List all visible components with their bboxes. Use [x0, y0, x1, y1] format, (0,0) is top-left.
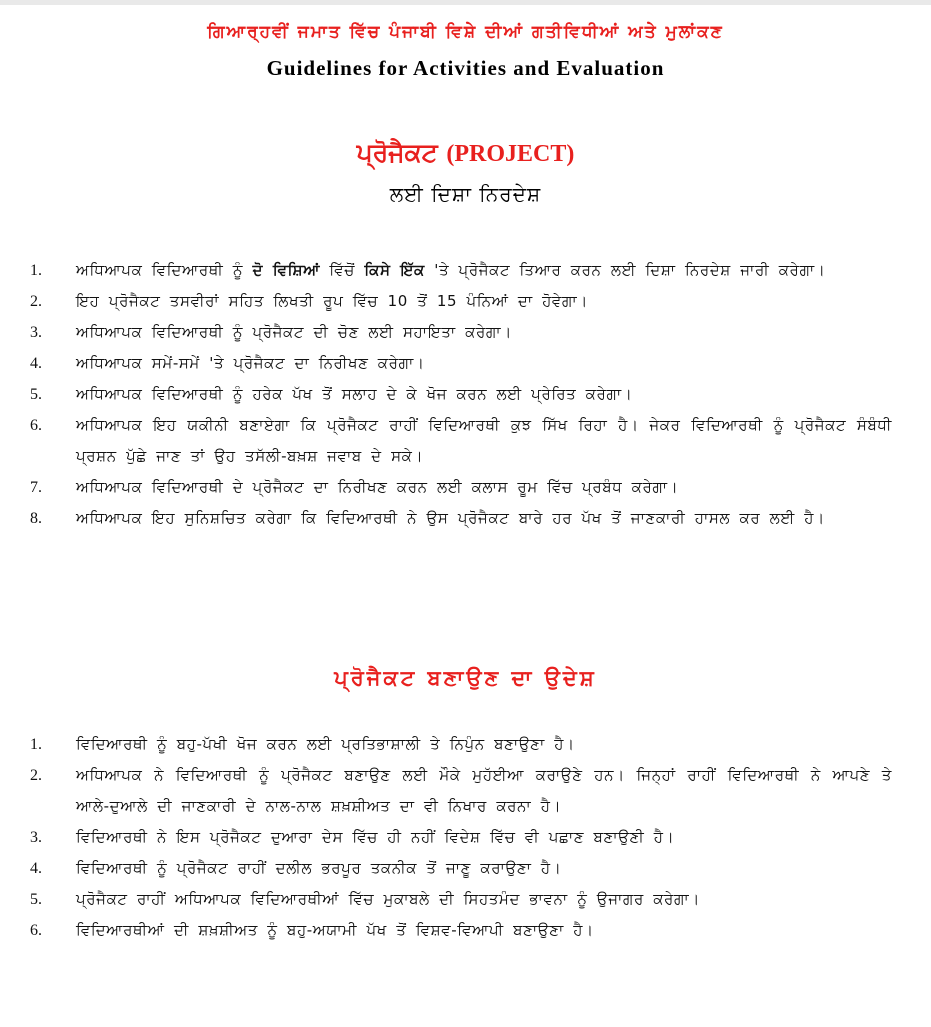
- project-subtitle: ਲਈ ਦਿਸ਼ਾ ਨਿਰਦੇਸ਼: [389, 182, 542, 206]
- item-text: ਅਧਿਆਪਕ ਵਿਦਿਆਰਥੀ ਦੇ ਪ੍ਰੋਜੈਕਟ ਦਾ ਨਿਰੀਖਣ ਕਰਨ ਲਈ ਕਲਾਸ ਰੂਮ ਵਿੱਚ ਪ੍ਰਬੰਧ ਕਰੇਗਾ।: [76, 478, 679, 496]
- item-text: ਅਧਿਆਪਕ ਇਹ ਸੁਨਿਸ਼ਚਿਤ ਕਰੇਗਾ ਕਿ ਵਿਦਿਆਰਥੀ ਨੇ ਉਸ ਪ੍ਰੋਜੈਕਟ ਬਾਰੇ ਹਰ ਪੱਖ ਤੋਂ ਜਾਣਕਾਰੀ ਹਾਸਲ ਕਰ ਲਈ ਹੈ।: [76, 509, 825, 527]
- item-text: ਵਿਦਿਆਰਥੀ ਨੂੰ ਬਹੁ-ਪੱਖੀ ਖੋਜ ਕਰਨ ਲਈ ਪ੍ਰਤਿਭਾਸ਼ਾਲੀ ਤੇ ਨਿਪੁੰਨ ਬਣਾਉਣਾ ਹੈ।: [76, 735, 575, 753]
- list-item: [30, 472, 892, 503]
- guidelines-list: [30, 255, 892, 534]
- item-number: 4.: [30, 355, 42, 372]
- list-item: [30, 255, 892, 286]
- item-text: ਅਧਿਆਪਕ ਵਿਦਿਆਰਥੀ ਨੂੰ ਦੋ ਵਿਸ਼ਿਆਂ ਵਿੱਚੋਂ ਕਿਸੇ ਇੱਕ 'ਤੇ ਪ੍ਰੋਜੈਕਟ ਤਿਆਰ ਕਰਨ ਲਈ ਦਿਸ਼ਾ ਨਿਰਦੇਸ਼ ਜਾਰੀ ਕਰੇਗਾ।: [76, 261, 826, 279]
- item-number: 8.: [30, 510, 42, 527]
- list-item: [30, 503, 892, 534]
- item-text: ਵਿਦਿਆਰਥੀ ਨੂੰ ਪ੍ਰੋਜੈਕਟ ਰਾਹੀਂ ਦਲੀਲ ਭਰਪੂਰ ਤਕਨੀਕ ਤੋਂ ਜਾਣੂ ਕਰਾਉਣਾ ਹੈ।: [76, 859, 562, 877]
- item-number: 3.: [30, 829, 42, 846]
- list-item: [30, 317, 892, 348]
- list-item: [30, 410, 892, 472]
- item-text: ਅਧਿਆਪਕ ਵਿਦਿਆਰਥੀ ਨੂੰ ਹਰੇਕ ਪੱਖ ਤੋਂ ਸਲਾਹ ਦੇ ਕੇ ਖੋਜ ਕਰਨ ਲਈ ਪ੍ਰੇਰਿਤ ਕਰੇਗਾ।: [76, 385, 633, 403]
- list-item: [30, 760, 892, 822]
- bold-phrase: ਕਿਸੇ ਇੱਕ: [364, 261, 425, 279]
- item-text: ਅਧਿਆਪਕ ਵਿਦਿਆਰਥੀ ਨੂੰ ਪ੍ਰੋਜੈਕਟ ਦੀ ਚੋਣ ਲਈ ਸਹਾਇਤਾ ਕਰੇਗਾ।: [76, 323, 512, 341]
- item-number: 3.: [30, 324, 42, 341]
- list-item: [30, 915, 892, 946]
- project-title: [0, 138, 931, 168]
- item-number: 4.: [30, 860, 42, 877]
- item-number: 7.: [30, 479, 42, 496]
- project-title-english: (PROJECT): [446, 141, 575, 167]
- item-text: ਅਧਿਆਪਕ ਨੇ ਵਿਦਿਆਰਥੀ ਨੂੰ ਪ੍ਰੋਜੈਕਟ ਬਣਾਉਣ ਲਈ ਮੌਕੇ ਮੁਹੱਈਆ ਕਰਾਉਣੇ ਹਨ। ਜਿਨ੍ਹਾਂ ਰਾਹੀਂ ਵਿਦਿਆਰਥੀ ਨੇ ਆਪਣੇ ਤੇ ਆਲੇ-ਦੁਆਲੇ ਦੀ ਜਾਣਕਾਰੀ ਦੇ ਨਾਲ-ਨਾਲ ਸ਼ਖ਼ਸ਼ੀਅਤ ਦਾ ਵੀ ਨਿਖਾਰ ਕਰਨਾ ਹੈ।: [76, 766, 892, 815]
- item-number: 1.: [30, 736, 42, 753]
- list-item: [30, 286, 892, 317]
- item-number: 6.: [30, 417, 42, 434]
- item-number: 2.: [30, 293, 42, 310]
- item-text: ਅਧਿਆਪਕ ਇਹ ਯਕੀਨੀ ਬਣਾਏਗਾ ਕਿ ਪ੍ਰੋਜੈਕਟ ਰਾਹੀਂ ਵਿਦਿਆਰਥੀ ਕੁਝ ਸਿੱਖ ਰਿਹਾ ਹੈ। ਜੇਕਰ ਵਿਦਿਆਰਥੀ ਨੂੰ ਪ੍ਰੋਜੈਕਟ ਸੰਬੰਧੀ ਪ੍ਰਸ਼ਨ ਪੁੱਛੇ ਜਾਣ ਤਾਂ ਉਹ ਤਸੱਲੀ-ਬਖ਼ਸ਼ ਜਵਾਬ ਦੇ ਸਕੇ।: [76, 416, 892, 465]
- item-number: 1.: [30, 262, 42, 279]
- list-item: [30, 822, 892, 853]
- list-item: [30, 729, 892, 760]
- list-item: [30, 379, 892, 410]
- item-text: ਪ੍ਰੋਜੈਕਟ ਰਾਹੀਂ ਅਧਿਆਪਕ ਵਿਦਿਆਰਥੀਆਂ ਵਿੱਚ ਮੁਕਾਬਲੇ ਦੀ ਸਿਹਤਮੰਦ ਭਾਵਨਾ ਨੂੰ ਉਜਾਗਰ ਕਰੇਗਾ।: [76, 890, 701, 908]
- objectives-heading: ਪ੍ਰੋਜੈਕਟ ਬਣਾਉਣ ਦਾ ਉਦੇਸ਼: [334, 666, 597, 690]
- page-top-band: [0, 0, 931, 5]
- list-item: [30, 884, 892, 915]
- item-text: ਇਹ ਪ੍ਰੋਜੈਕਟ ਤਸਵੀਰਾਂ ਸਹਿਤ ਲਿਖਤੀ ਰੂਪ ਵਿੱਚ 10 ਤੋਂ 15 ਪੰਨਿਆਂ ਦਾ ਹੋਵੇਗਾ।: [76, 292, 588, 310]
- item-text: ਅਧਿਆਪਕ ਸਮੇਂ-ਸਮੇਂ 'ਤੇ ਪ੍ਰੋਜੈਕਟ ਦਾ ਨਿਰੀਖਣ ਕਰੇਗਾ।: [76, 354, 425, 372]
- item-number: 5.: [30, 891, 42, 908]
- punjabi-page-title: ਗਿਆਰ੍ਹਵੀਂ ਜਮਾਤ ਵਿੱਚ ਪੰਜਾਬੀ ਵਿਸ਼ੇ ਦੀਆਂ ਗਤੀਵਿਧੀਆਂ ਅਤੇ ਮੁਲਾਂਕਣ: [207, 22, 724, 42]
- project-title-punjabi: ਪ੍ਰੋਜੈਕਟ: [356, 138, 438, 167]
- bold-phrase: ਦੋ ਵਿਸ਼ਿਆਂ: [252, 261, 321, 279]
- english-page-title: Guidelines for Activities and Evaluation: [266, 56, 665, 80]
- item-text: ਵਿਦਿਆਰਥੀਆਂ ਦੀ ਸ਼ਖ਼ਸ਼ੀਅਤ ਨੂੰ ਬਹੁ-ਅਯਾਮੀ ਪੱਖ ਤੋਂ ਵਿਸ਼ਵ-ਵਿਆਪੀ ਬਣਾਉਣਾ ਹੈ।: [76, 921, 594, 939]
- list-item: [30, 348, 892, 379]
- item-number: 2.: [30, 767, 42, 784]
- list-item: [30, 853, 892, 884]
- objectives-list: [30, 729, 892, 946]
- item-text: ਵਿਦਿਆਰਥੀ ਨੇ ਇਸ ਪ੍ਰੋਜੈਕਟ ਦੁਆਰਾ ਦੇਸ ਵਿੱਚ ਹੀ ਨਹੀਂ ਵਿਦੇਸ਼ ਵਿੱਚ ਵੀ ਪਛਾਣ ਬਣਾਉਣੀ ਹੈ।: [76, 828, 675, 846]
- item-number: 5.: [30, 386, 42, 403]
- item-number: 6.: [30, 922, 42, 939]
